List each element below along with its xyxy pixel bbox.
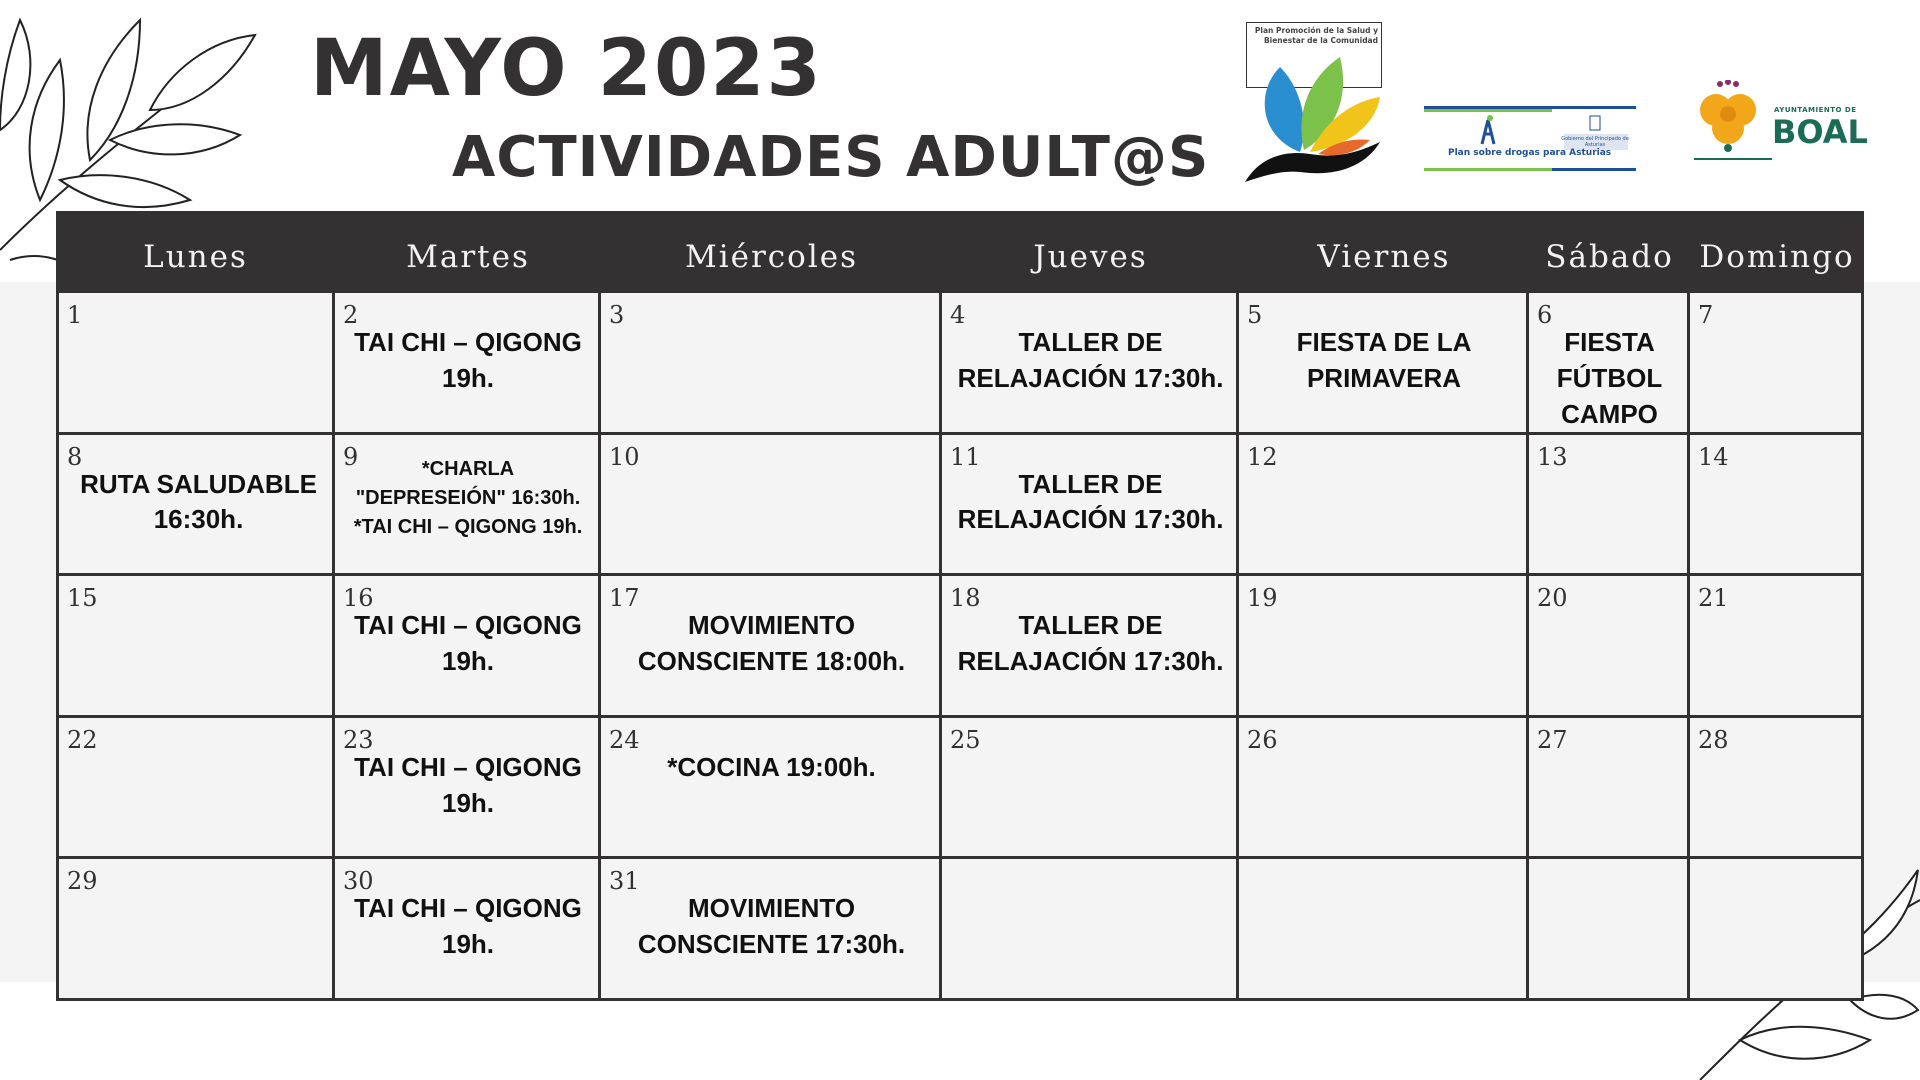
plan-drogas-text: Plan sobre drogas para Asturias <box>1448 148 1612 158</box>
calendar-cell <box>335 718 601 860</box>
event-text: TAI CHI – QIGONG 19h. <box>354 893 582 960</box>
calendar-header <box>56 211 1864 293</box>
day-name-6: Domingo <box>1699 239 1855 275</box>
day-number: 9 <box>343 442 359 471</box>
day-number: 15 <box>67 584 98 613</box>
day-number: 28 <box>1698 725 1729 754</box>
gobierno-text: Gobierno del Principado de Asturias <box>1561 136 1629 148</box>
day-number: 22 <box>67 725 98 754</box>
calendar-cell <box>1239 859 1529 1001</box>
event-text: MOVIMIENTO CONSCIENTE 18:00h. <box>637 610 906 677</box>
calendar-cell <box>601 435 942 577</box>
event-text: *COCINA 19:00h. <box>667 751 876 782</box>
day-number: 5 <box>1247 301 1263 329</box>
calendar-cell <box>601 718 942 860</box>
calendar-cell <box>56 293 335 435</box>
boal-label: BOAL <box>1772 113 1868 151</box>
day-number: 31 <box>609 867 640 896</box>
hand-leaves-icon <box>1240 42 1386 192</box>
event-text: TALLER DE RELAJACIÓN 17:30h. <box>957 468 1224 535</box>
calendar-cell <box>1239 435 1529 577</box>
day-number: 21 <box>1698 584 1729 613</box>
day-number: 4 <box>950 301 966 329</box>
day-number: 11 <box>950 442 981 471</box>
event-text: TAI CHI – QIGONG 19h. <box>354 610 582 677</box>
event-text: TAI CHI – QIGONG 19h. <box>354 327 582 393</box>
calendar-cell <box>335 435 601 577</box>
boal-logo <box>1688 80 1868 170</box>
plan-drogas-logo <box>1424 106 1636 174</box>
ayuntamiento-label: AYUNTAMIENTO DE <box>1774 106 1857 114</box>
calendar-cell <box>56 435 335 577</box>
calendar-cell <box>1690 293 1864 435</box>
event-text: *CHARLA "DEPRESEIÓN" 16:30h. *TAI CHI – QIGONG 19h. <box>353 457 583 538</box>
calendar-cell <box>1690 718 1864 860</box>
day-name-0: Lunes <box>143 239 248 275</box>
calendar-cell <box>1529 293 1690 435</box>
day-name-2: Miércoles <box>684 239 858 275</box>
day-number: 27 <box>1537 725 1568 754</box>
page-subtitle: ACTIVIDADES ADULT@S <box>452 125 1210 190</box>
calendar-cell <box>1239 576 1529 718</box>
calendar-cell <box>942 718 1239 860</box>
event-text: FIESTA DE LA PRIMAVERA <box>1296 327 1472 393</box>
event-text: RUTA SALUDABLE 16:30h. <box>80 468 317 535</box>
event-text: TALLER DE RELAJACIÓN 17:30h. <box>957 610 1224 677</box>
event-text: TALLER DE RELAJACIÓN 17:30h. <box>957 327 1224 393</box>
plan-logo-text: Plan Promoción de la Salud y Bienestar de la Comunidad <box>1254 26 1378 45</box>
day-number: 1 <box>67 301 83 329</box>
day-number: 26 <box>1247 725 1278 754</box>
event-text: TAI CHI – QIGONG 19h. <box>354 751 582 818</box>
day-number: 17 <box>609 584 640 613</box>
day-number: 16 <box>343 584 374 613</box>
calendar-cell <box>942 293 1239 435</box>
calendar-cell <box>601 293 942 435</box>
day-number: 19 <box>1247 584 1278 613</box>
event-text: FIESTA FÚTBOL CAMPO <box>1556 327 1663 429</box>
calendar-cell <box>1529 859 1690 1001</box>
calendar-cell <box>1239 718 1529 860</box>
day-number: 2 <box>343 301 359 329</box>
calendar-cell <box>1690 576 1864 718</box>
calendar-cell <box>335 859 601 1001</box>
calendar-cell <box>56 859 335 1001</box>
calendar-cell <box>942 576 1239 718</box>
day-number: 13 <box>1537 442 1568 471</box>
calendar-cell <box>1529 576 1690 718</box>
day-number: 23 <box>343 725 374 754</box>
day-number: 14 <box>1698 442 1729 471</box>
calendar-cell <box>601 859 942 1001</box>
calendar-cell <box>1690 859 1864 1001</box>
calendar-cell <box>56 718 335 860</box>
day-number: 25 <box>950 725 981 754</box>
day-number: 18 <box>950 584 981 613</box>
boal-flower-icon <box>1688 80 1772 170</box>
calendar-cell <box>335 293 601 435</box>
day-number: 3 <box>609 301 625 329</box>
calendar-cell <box>942 859 1239 1001</box>
calendar-cell <box>1690 435 1864 577</box>
calendar-cell <box>1529 435 1690 577</box>
day-number: 7 <box>1698 301 1714 329</box>
page-title: MAYO 2023 <box>310 24 823 114</box>
calendar-grid <box>56 293 1864 1001</box>
calendar-cell <box>942 435 1239 577</box>
calendar-cell <box>56 576 335 718</box>
day-name-5: Sábado <box>1545 239 1674 275</box>
calendar-cell <box>335 576 601 718</box>
day-number: 20 <box>1537 584 1568 613</box>
calendar-cell <box>1529 718 1690 860</box>
day-name-1: Martes <box>406 239 530 275</box>
calendar-cell <box>1239 293 1529 435</box>
calendar-cell <box>601 576 942 718</box>
day-name-4: Viernes <box>1317 239 1451 275</box>
day-number: 6 <box>1537 301 1553 329</box>
day-number: 24 <box>609 725 640 754</box>
day-number: 30 <box>343 867 374 896</box>
day-name-3: Jueves <box>1033 239 1148 275</box>
day-number: 12 <box>1247 442 1278 471</box>
day-number: 10 <box>609 442 640 471</box>
day-number: 8 <box>67 442 83 471</box>
event-text: MOVIMIENTO CONSCIENTE 17:30h. <box>637 893 906 960</box>
day-number: 29 <box>67 867 98 896</box>
plan-promocion-logo <box>1240 22 1386 192</box>
